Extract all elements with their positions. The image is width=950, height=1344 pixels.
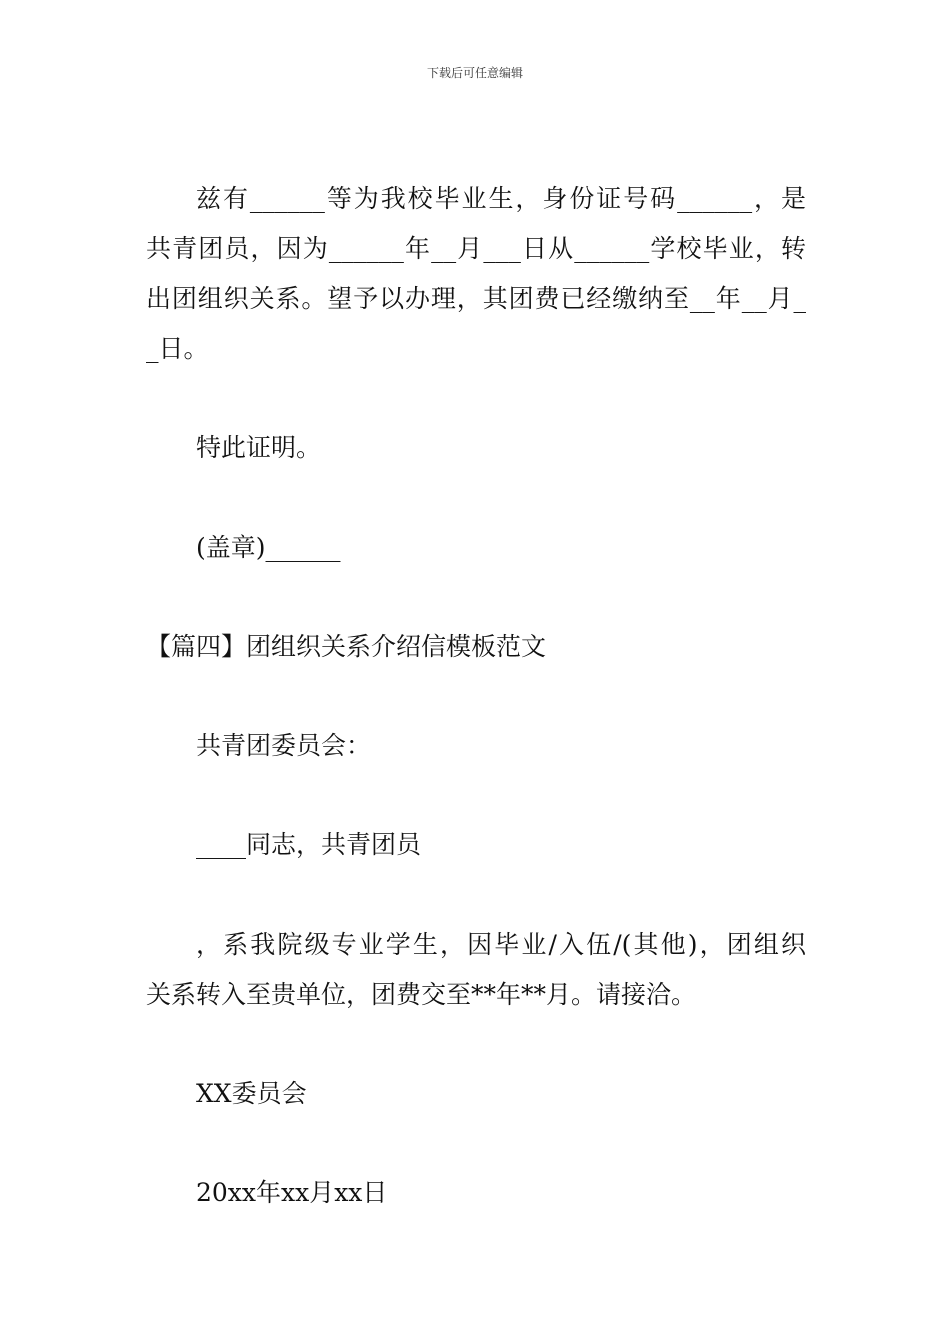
salutation: 共青团委员会： xyxy=(196,731,372,760)
page-header: 下载后可任意编辑 xyxy=(426,66,523,80)
stamp-line: (盖章)______ xyxy=(196,533,341,562)
paragraph-line: ，系我院级专业学生，因毕业/入伍/(其他)，团组织 xyxy=(196,930,806,959)
date-line: 20xx年xx月xx日 xyxy=(196,1178,388,1207)
committee-signature: XX委员会 xyxy=(196,1079,307,1108)
paragraph-line: 出团组织关系。望予以办理，其团费已经缴纳至__年__月_ xyxy=(146,284,806,313)
paragraph-line: 关系转入至贵单位，团费交至**年**月。请接洽。 xyxy=(146,980,697,1009)
paragraph-line: 兹有______等为我校毕业生，身份证号码______，是 xyxy=(196,184,806,213)
comrade-line: ____同志，共青团员 xyxy=(196,830,422,859)
paragraph-line: _日。 xyxy=(146,334,209,363)
paragraph-line: 共青团员，因为______年__月___日从______学校毕业，转 xyxy=(146,234,806,263)
section-title: 【篇四】团组织关系介绍信模板范文 xyxy=(146,632,547,661)
certify-text: 特此证明。 xyxy=(196,433,322,462)
